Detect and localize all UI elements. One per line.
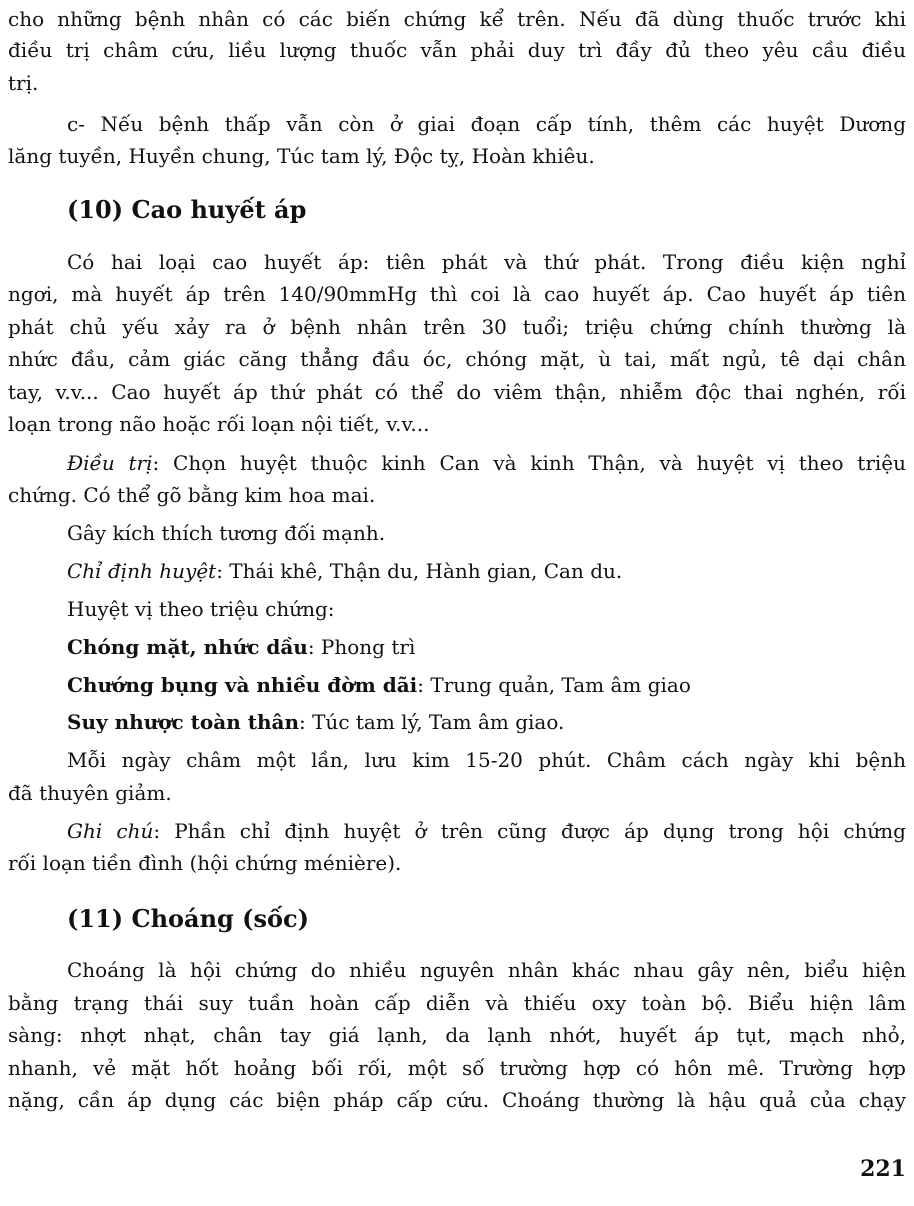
section-heading: (10) Cao huyết áp xyxy=(67,195,307,224)
text-line xyxy=(67,670,906,700)
text-line: Choáng là hội chứng do nhiều nguyên nhân khác nhau gây nên, biểu hiện xyxy=(67,958,906,982)
note-text: : Phần chỉ định huyệt ở trên cũng được áp dụng trong hội chứng xyxy=(153,819,906,843)
text-line: Mỗi ngày châm một lần, lưu kim 15-20 phút. Châm cách ngày khi bệnh xyxy=(67,748,906,772)
symptom-text: : Trung quản, Tam âm giao xyxy=(417,673,691,697)
symptom-label: Chóng mặt, nhức dầu xyxy=(67,635,308,659)
text-line: lăng tuyền, Huyền chung, Túc tam lý, Độc tỵ, Hoàn khiêu. xyxy=(8,144,595,168)
text-line: c- Nếu bệnh thấp vẫn còn ở giai đoạn cấp tính, thêm các huyệt Dương xyxy=(67,112,906,136)
text-line: tay, v.v... Cao huyết áp thứ phát có thể do viêm thận, nhiễm độc thai nghén, rối xyxy=(8,380,906,404)
text-line: điều trị châm cứu, liều lượng thuốc vẫn phải duy trì đầy đủ theo yêu cầu điều xyxy=(8,38,906,62)
text-line xyxy=(67,556,906,586)
text-line: phát chủ yếu xảy ra ở bệnh nhân trên 30 tuổi; triệu chứng chính thường là xyxy=(8,315,906,339)
text-line: bằng trạng thái suy tuần hoàn cấp diễn và thiếu oxy toàn bộ. Biểu hiện lâm xyxy=(8,991,906,1015)
symptom-label: Suy nhược toàn thân xyxy=(67,710,299,734)
symptom-text: : Phong trì xyxy=(307,635,416,659)
text-line xyxy=(67,632,906,662)
text-line: nhanh, vẻ mặt hốt hoảng bối rối, một số trường hợp có hôn mê. Trường hợp xyxy=(8,1056,906,1080)
text-line: sàng: nhợt nhạt, chân tay giá lạnh, da lạnh nhớt, huyết áp tụt, mạch nhỏ, xyxy=(8,1023,906,1047)
text-line: trị. xyxy=(8,71,39,95)
symptom-label: Chướng bụng và nhiều đờm dãi xyxy=(67,673,418,697)
page-number: 221 xyxy=(860,1156,906,1182)
text-line: Gây kích thích tương đối mạnh. xyxy=(67,521,386,545)
text-line xyxy=(67,707,906,737)
text-line: rối loạn tiền đình (hội chứng ménière). xyxy=(8,851,402,875)
treatment-text: : Chọn huyệt thuộc kinh Can và kinh Thận, và huyệt vị theo triệu xyxy=(152,451,907,475)
section-heading: (11) Choáng (sốc) xyxy=(67,904,310,933)
text-line xyxy=(67,816,906,846)
text-line: Huyệt vị theo triệu chứng: xyxy=(67,597,335,621)
text-line: nhức đầu, cảm giác căng thẳng đầu óc, chóng mặt, ù tai, mất ngủ, tê dại chân xyxy=(8,347,906,371)
symptom-text: : Túc tam lý, Tam âm giao. xyxy=(299,710,565,734)
text-line: chứng. Có thể gõ bằng kim hoa mai. xyxy=(8,483,376,507)
treatment-label: Điều trị xyxy=(67,451,153,475)
text-line: loạn trong não hoặc rối loạn nội tiết, v.v... xyxy=(8,412,430,436)
note-label: Ghi chú xyxy=(67,819,154,843)
text-line xyxy=(67,448,906,478)
points-label: Chỉ định huyệt xyxy=(67,559,217,583)
points-text: : Thái khê, Thận du, Hành gian, Can du. xyxy=(216,559,623,583)
text-line: Có hai loại cao huyết áp: tiên phát và thứ phát. Trong điều kiện nghỉ xyxy=(67,250,906,274)
text-line: đã thuyên giảm. xyxy=(8,781,172,805)
text-line: cho những bệnh nhân có các biến chứng kể trên. Nếu đã dùng thuốc trước khi xyxy=(8,7,906,31)
text-line: ngơi, mà huyết áp trên 140/90mmHg thì coi là cao huyết áp. Cao huyết áp tiên xyxy=(8,282,906,306)
text-line: nặng, cần áp dụng các biện pháp cấp cứu. Choáng thường là hậu quả của chạy xyxy=(8,1088,906,1112)
